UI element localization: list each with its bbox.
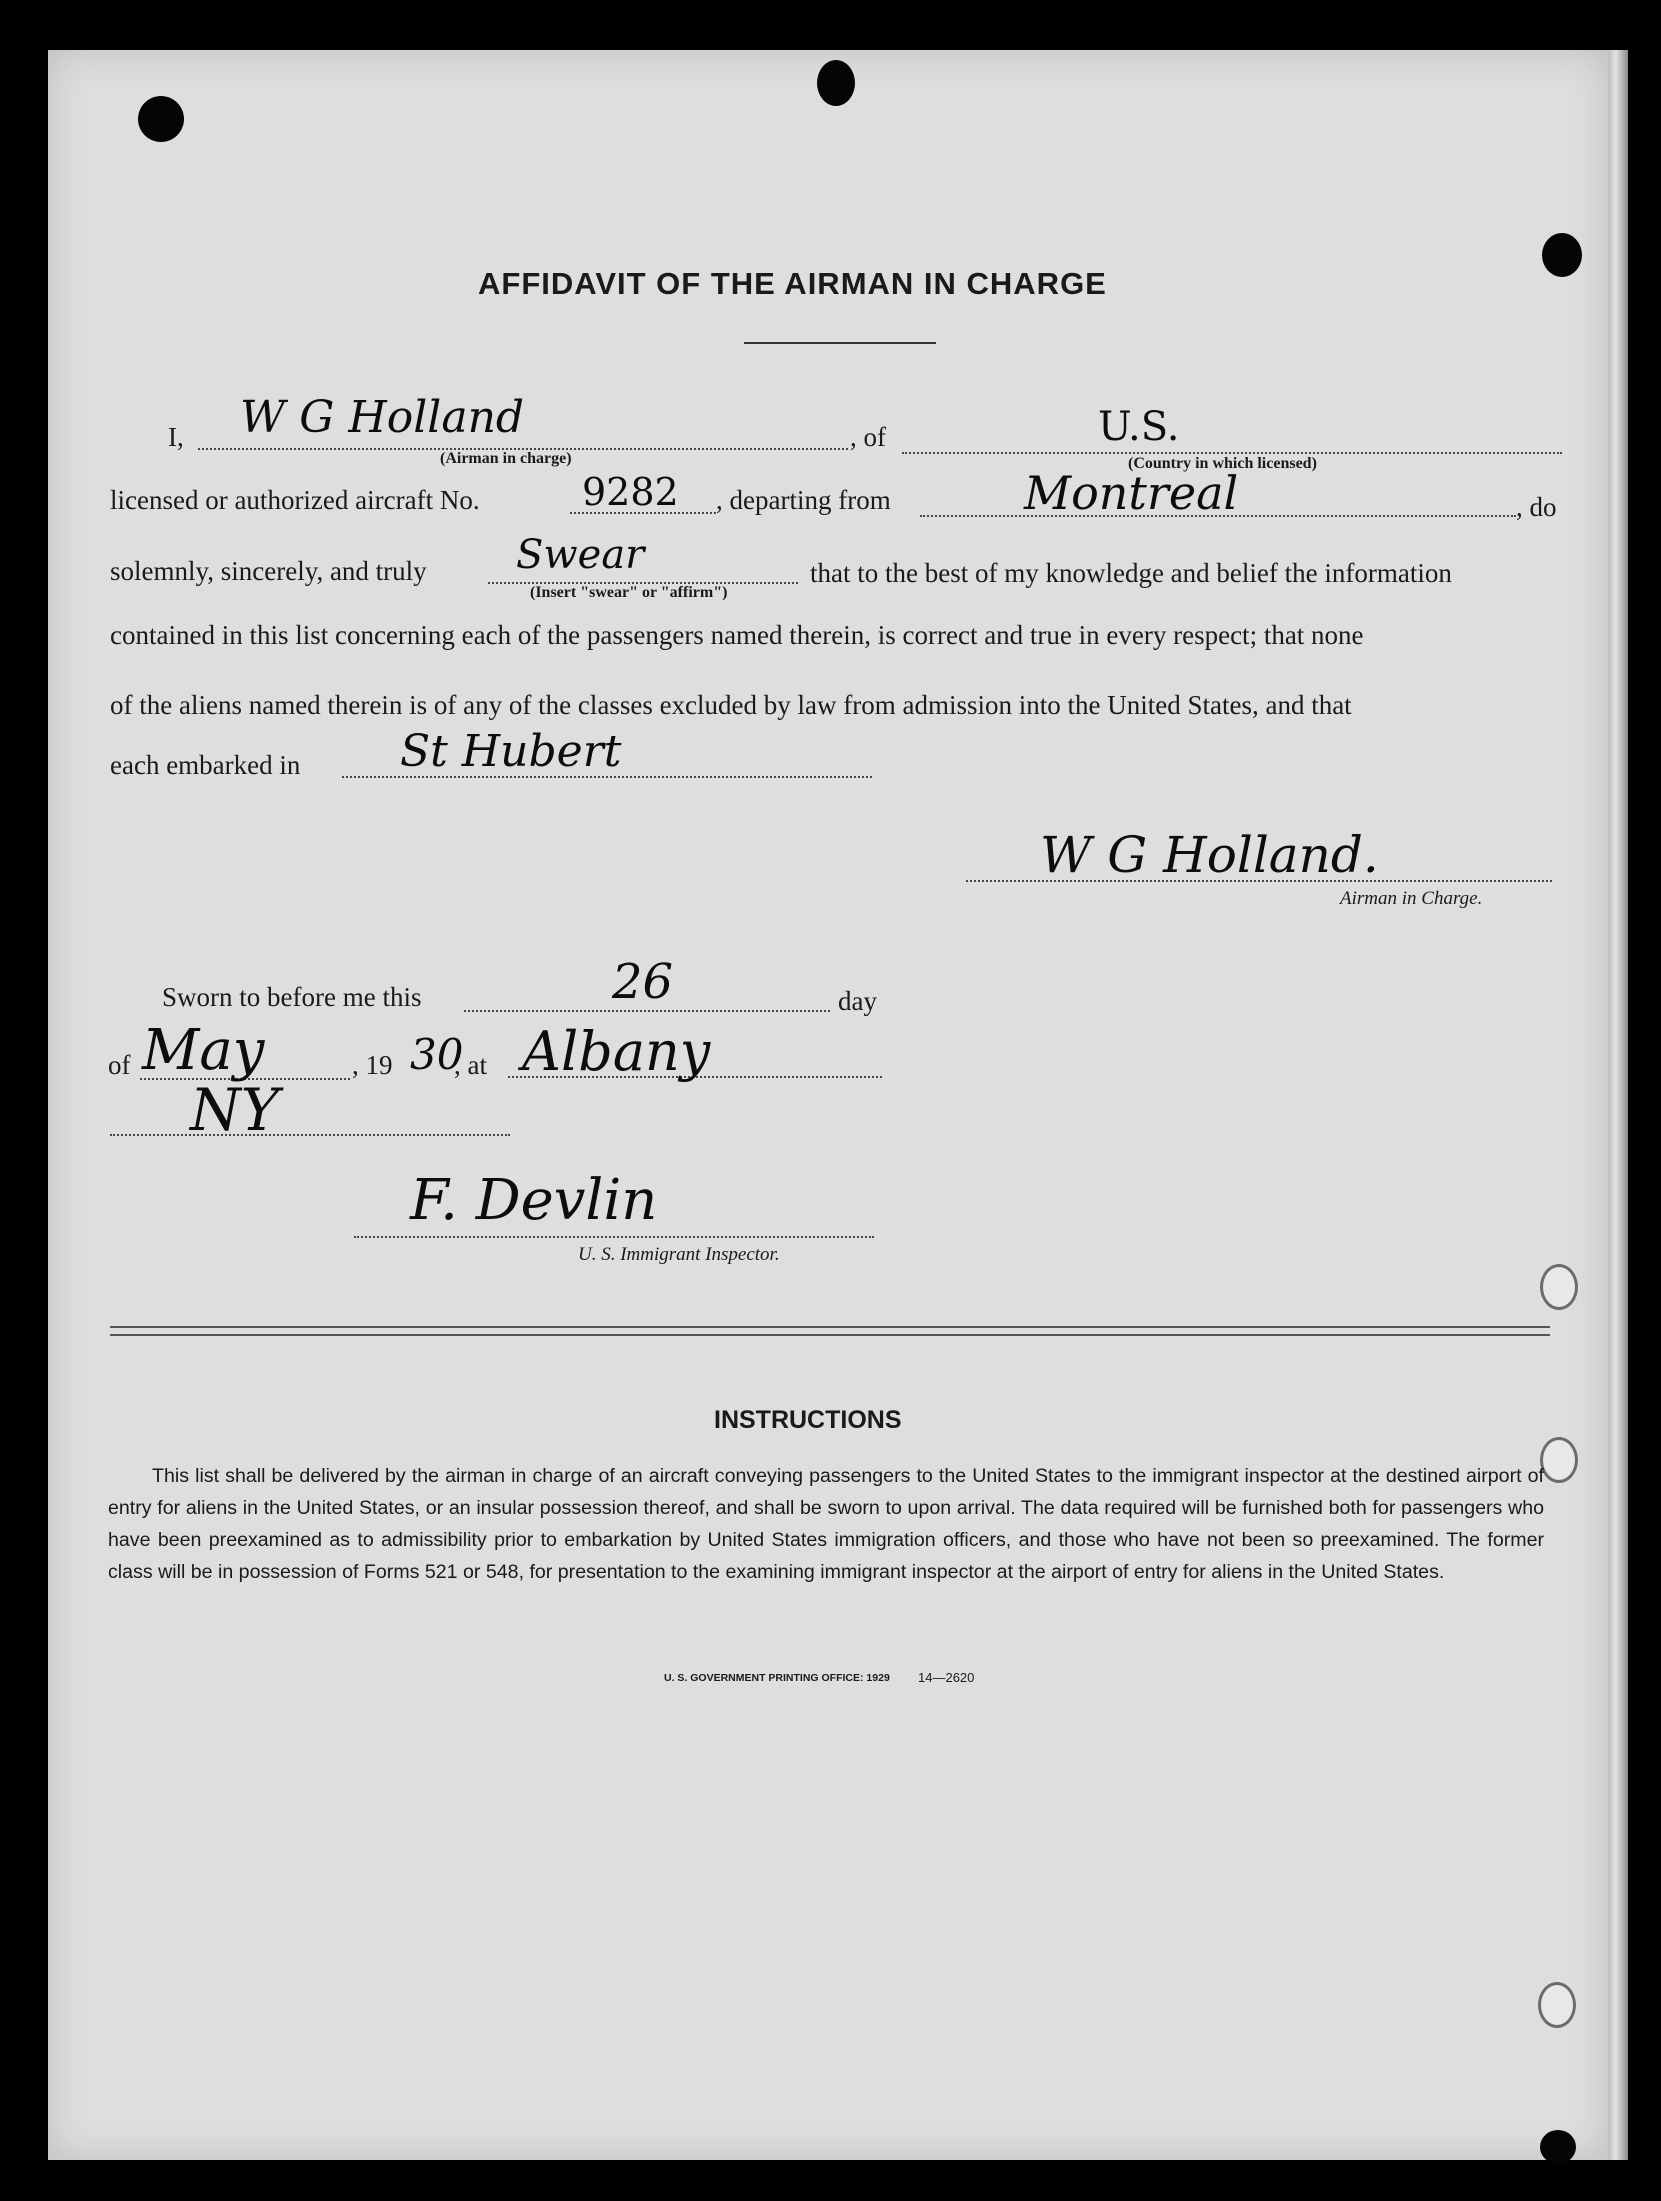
form-number: 14—2620 [918,1670,975,1685]
punch-hole-icon [138,96,184,142]
line5: of the aliens named therein is of any of the classes excluded by law from admission into the United States, and that [110,690,1352,720]
departure-value: Montreal [1024,466,1239,520]
airman-signature: W G Holland. [1040,826,1379,884]
of-label: , of [850,422,886,452]
punch-hole-icon [1540,2130,1576,2164]
sworn-day-value: 26 [612,954,674,1010]
page-edge [1608,50,1628,2160]
airman-caption: (Airman in charge) [440,450,572,467]
printer-imprint: U. S. GOVERNMENT PRINTING OFFICE: 1929 [664,1672,890,1684]
line3-prefix: solemnly, sincerely, and truly [110,556,427,586]
sworn-month-value: May [142,1018,265,1083]
instructions-title: INSTRUCTIONS [714,1406,902,1434]
sworn-place-line-2 [110,1134,510,1136]
instructions-body: This list shall be delivered by the airman in charge of an aircraft conveying passengers to the United States to the immigrant inspector at the destined airport of entry for aliens in the United States, or an insular possession thereof, and shall be sworn to upon arrival. The data required will be furnished both for passengers who have been preexamined as to admissibility prior to embarkation by United States immigration officers, and those who have not been so preexamined. The former class will be in possession of Forms 521 or 548, for presentation to the examining immigrant inspector at the airport of entry for aliens in the United States. [108,1465,1544,1583]
sworn-at-label: , at [454,1050,487,1080]
line1-prefix: I, [168,422,184,452]
page-title: AFFIDAVIT OF THE AIRMAN IN CHARGE [478,266,1107,301]
country-caption: (Country in which licensed) [1128,455,1317,472]
punch-hole-icon [817,60,855,106]
sworn-place-value: Albany [522,1020,711,1083]
aircraft-no-value: 9282 [582,470,679,514]
punch-hole-icon [1538,1982,1576,2028]
title-underline [744,342,936,344]
embarked-value: St Hubert [400,726,622,777]
punch-hole-icon [1540,1264,1578,1310]
airman-name-value: W G Holland [240,392,525,443]
line3-suffix: that to the best of my knowledge and belief the information [810,558,1452,588]
do-label: , do [1516,492,1557,522]
sworn-day-line [464,1010,830,1012]
departing-label: , departing from [716,485,891,515]
line4: contained in this list concerning each of the passengers named therein, is correct and true in every respect; that none [110,620,1364,650]
sworn-of-label: of [108,1050,131,1080]
country-line [902,452,1562,454]
inspector-caption: U. S. Immigrant Inspector. [578,1244,780,1265]
sworn-prefix: Sworn to before me this [162,982,422,1012]
inspector-signature-line [354,1236,874,1238]
oath-caption: (Insert "swear" or "affirm") [530,584,728,601]
sworn-place-value-2: NY [190,1076,280,1144]
airman-signature-caption: Airman in Charge. [1340,888,1483,909]
sworn-year-prefix: , 19 [352,1050,393,1080]
document-page [48,50,1608,2160]
section-divider [110,1326,1550,1328]
oath-value: Swear [516,532,645,578]
inspector-signature: F. Devlin [410,1168,658,1233]
punch-hole-icon [1542,233,1582,277]
line2-prefix: licensed or authorized aircraft No. [110,485,480,515]
sworn-day-suffix: day [838,986,877,1016]
line6-prefix: each embarked in [110,750,301,780]
sworn-year-value: 30 [410,1030,464,1079]
punch-hole-icon [1540,1437,1578,1483]
section-divider-2 [110,1334,1550,1336]
country-value: U.S. [1098,404,1180,450]
